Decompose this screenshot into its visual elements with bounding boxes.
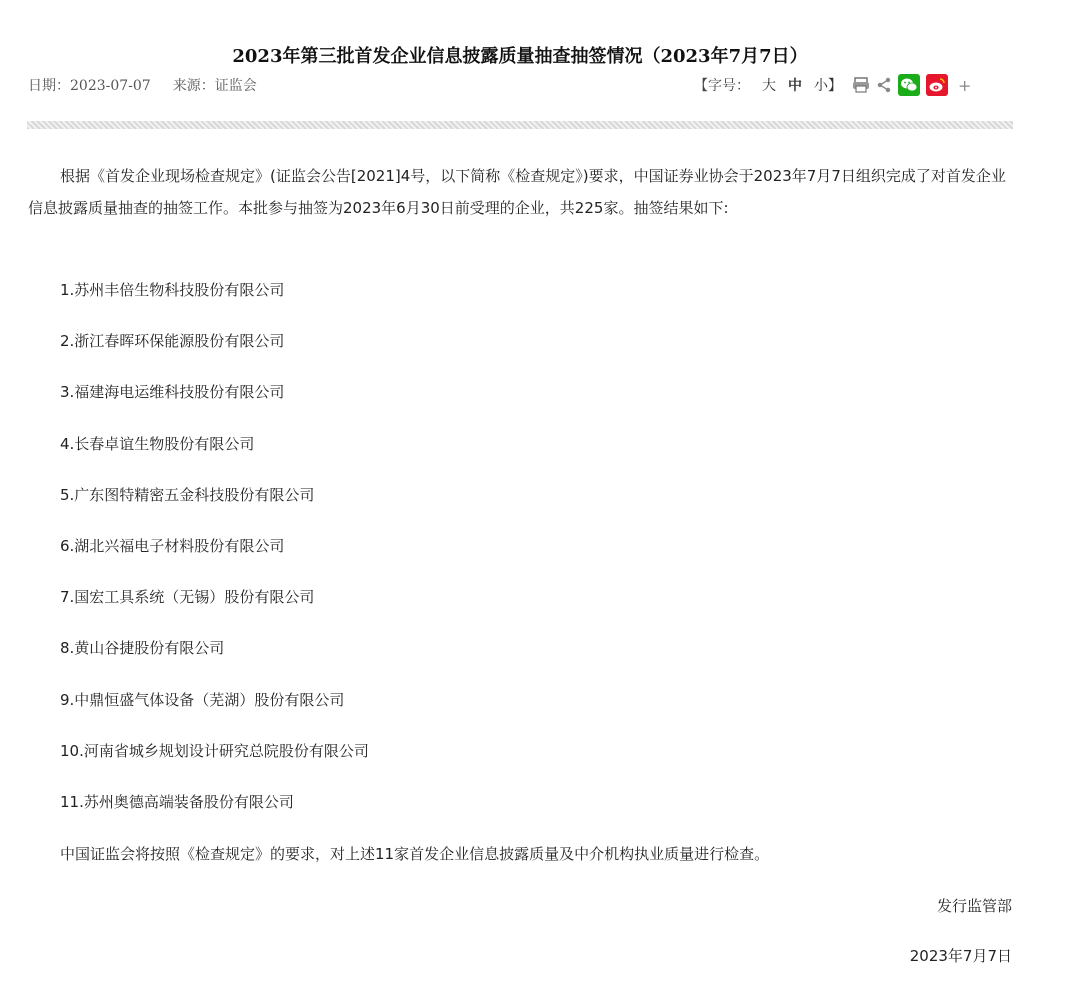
article-title: 2023年第三批首发企业信息披露质量抽查抽签情况（2023年7月7日）: [232, 46, 808, 67]
wechat-icon[interactable]: [898, 74, 920, 96]
signature-date: 2023年7月7日: [909, 947, 1012, 965]
article-source: 来源：证监会: [172, 78, 257, 94]
weibo-icon[interactable]: [926, 74, 948, 96]
list-item: 10.河南省城乡规划设计研究总院股份有限公司: [60, 741, 369, 760]
intro-paragraph: 根据《首发企业现场检查规定》(证监会公告[2021]4号，以下简称《检查规定》)要求，中国证券业协会于2023年7月7日组织完成了对首发企业信息披露质量抽查的抽签工作。本批参与抽签为2023年6月30日前受理的企业，共225家。抽签结果如下:: [28, 167, 1006, 217]
font-medium-button[interactable]: 中: [788, 78, 802, 94]
plus-icon[interactable]: +: [958, 75, 972, 95]
font-size-label: 【字号：: [694, 78, 750, 94]
publish-date: 日期：2023-07-07: [28, 78, 151, 94]
article-meta: [28, 75, 257, 95]
signature: 发行监管部: [936, 897, 1012, 915]
header-divider: [27, 121, 1013, 129]
list-item: 5.广东图特精密五金科技股份有限公司: [60, 485, 315, 504]
share-icon[interactable]: [876, 77, 892, 93]
list-item: 11.苏州奥德高端装备股份有限公司: [60, 792, 294, 811]
list-item: 6.湖北兴福电子材料股份有限公司: [60, 536, 285, 555]
closing-paragraph: 中国证监会将按照《检查规定》的要求，对上述11家首发企业信息披露质量及中介机构执业质量进行检查。: [60, 845, 770, 863]
print-icon[interactable]: [852, 77, 870, 93]
font-large-button[interactable]: 大: [762, 78, 776, 94]
list-item: 3.福建海电运维科技股份有限公司: [60, 383, 285, 402]
list-item: 4.长春卓谊生物股份有限公司: [60, 434, 255, 453]
list-item: 7.国宏工具系统（无锡）股份有限公司: [60, 588, 315, 607]
article-body: [28, 160, 1014, 965]
list-item: 2.浙江春晖环保能源股份有限公司: [60, 332, 285, 351]
company-list: [60, 275, 369, 838]
list-item: 1.苏州丰倍生物科技股份有限公司: [60, 281, 285, 299]
font-small-button[interactable]: 小】: [814, 78, 842, 94]
list-item: 8.黄山谷捷股份有限公司: [60, 639, 225, 658]
list-item: 9.中鼎恒盛气体设备（芜湖）股份有限公司: [60, 690, 345, 709]
article-toolbar: [694, 73, 971, 97]
